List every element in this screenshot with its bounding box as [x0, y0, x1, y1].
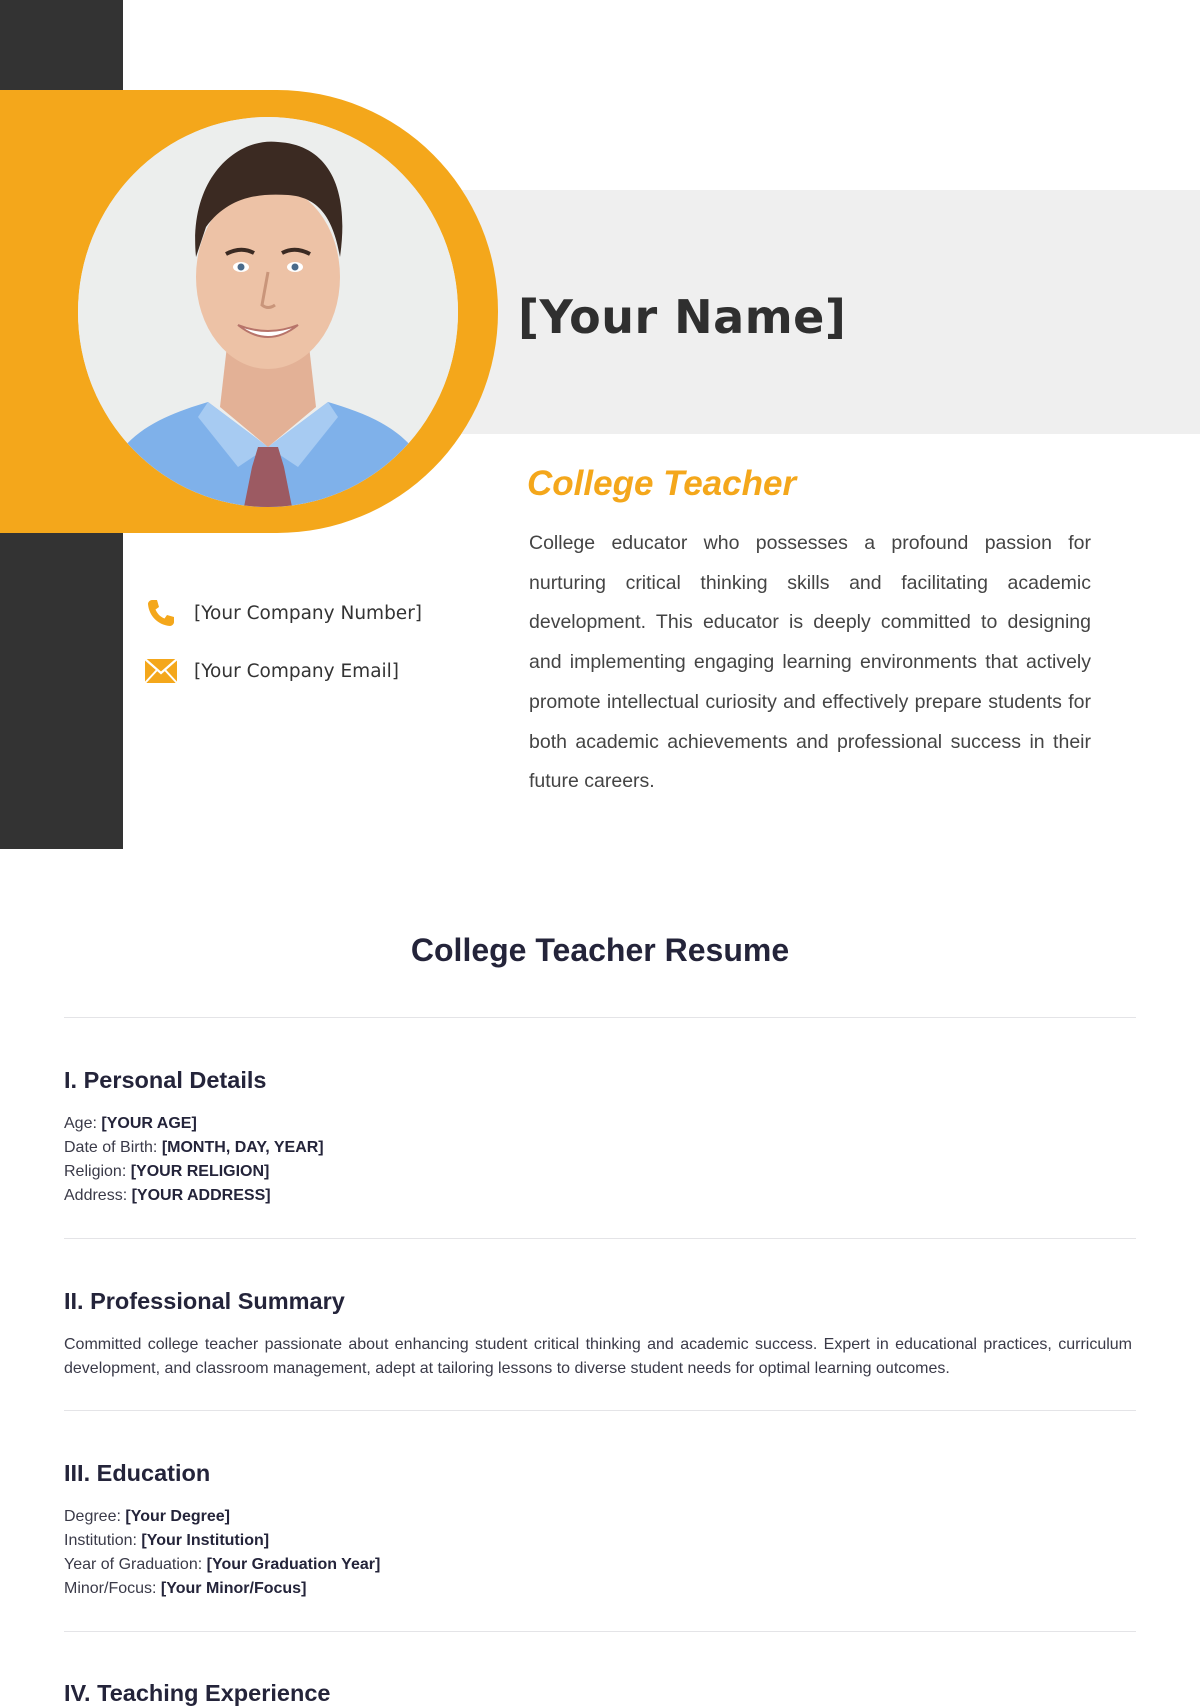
- field-age: Age: [YOUR AGE]: [64, 1115, 197, 1132]
- divider: [64, 1238, 1136, 1239]
- envelope-icon: [144, 654, 178, 688]
- section-heading-personal: I. Personal Details: [64, 1067, 267, 1093]
- phone-text: [Your Company Number]: [194, 602, 423, 624]
- divider: [64, 1410, 1136, 1411]
- field-degree: Degree: [Your Degree]: [64, 1508, 230, 1525]
- document-title: College Teacher Resume: [410, 932, 790, 968]
- field-date-of-birth: Date of Birth: [MONTH, DAY, YEAR]: [64, 1139, 324, 1156]
- summary-paragraph: Committed college teacher passionate about enhancing student critical thinking and academic success. Expert in educational practices, curriculum development, and classroom management, adept at tailoring lessons to diverse student needs for optimal learning outcomes.: [64, 1336, 1132, 1377]
- section-heading-experience: IV. Teaching Experience: [64, 1680, 331, 1706]
- field-religion: Religion: [YOUR RELIGION]: [64, 1163, 270, 1180]
- field-minor-focus: Minor/Focus: [Your Minor/Focus]: [64, 1580, 307, 1597]
- candidate-name: [Your Name]: [518, 290, 847, 344]
- section-heading-education: III. Education: [64, 1460, 211, 1486]
- contact-email: [144, 654, 399, 688]
- job-title: College Teacher: [527, 464, 797, 503]
- field-institution: Institution: [Your Institution]: [64, 1532, 270, 1549]
- profile-photo: [78, 117, 458, 507]
- education-list: [64, 1505, 380, 1601]
- field-address: Address: [YOUR ADDRESS]: [64, 1187, 271, 1204]
- divider: [64, 1017, 1136, 1018]
- personal-details-list: [64, 1112, 324, 1208]
- divider: [64, 1631, 1136, 1632]
- field-graduation-year: Year of Graduation: [Your Graduation Year]: [64, 1556, 381, 1573]
- contact-phone: [144, 596, 422, 630]
- section-heading-summary: II. Professional Summary: [64, 1288, 345, 1314]
- intro-paragraph: College educator who possesses a profound passion for nurturing critical thinking skills and facilitating academic development. This educator is deeply committed to designing and implementing engaging learning environments that actively promote intellectual curiosity and effectively prepare students for both academic achievements and professional success in their future careers.: [529, 532, 1091, 793]
- email-text: [Your Company Email]: [194, 660, 400, 682]
- phone-icon: [144, 596, 178, 630]
